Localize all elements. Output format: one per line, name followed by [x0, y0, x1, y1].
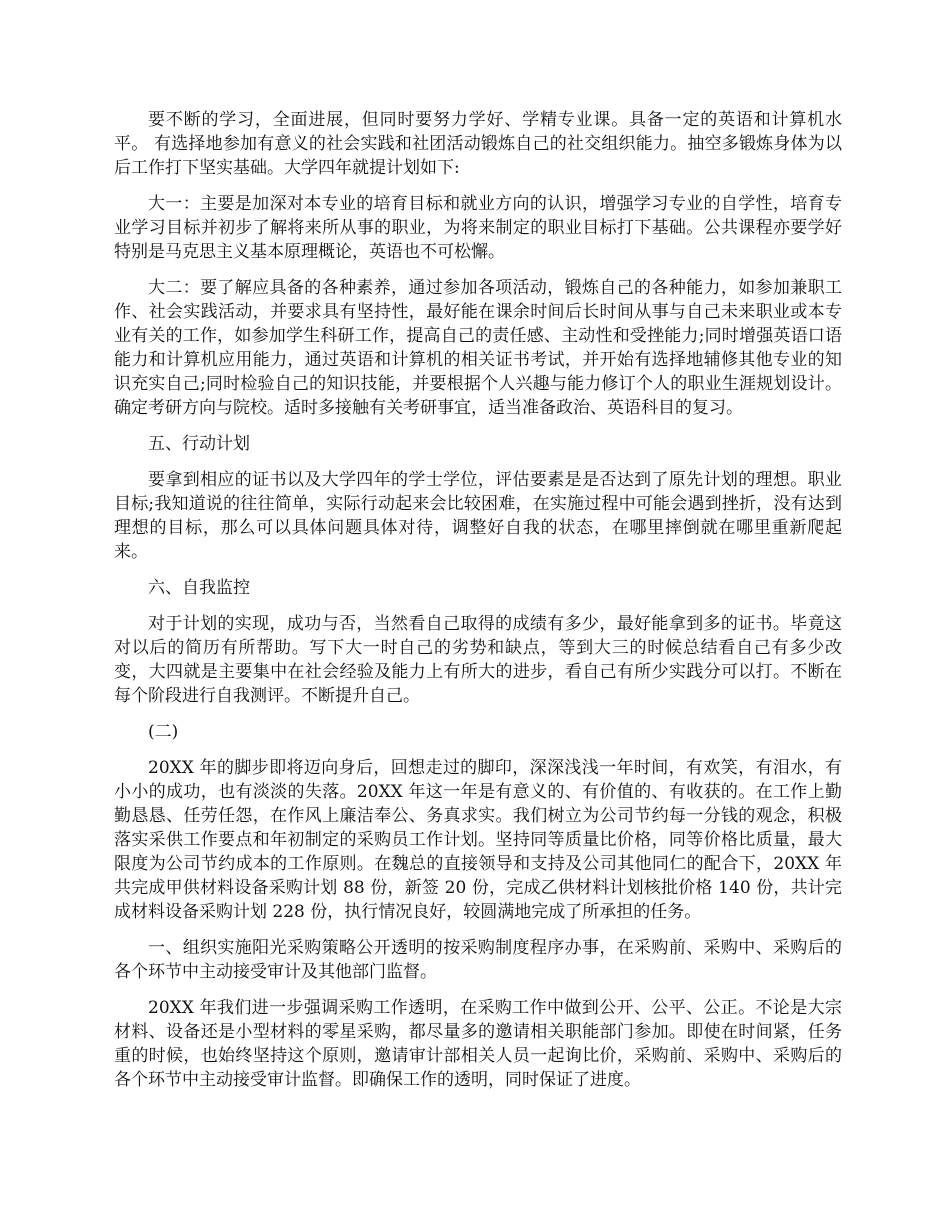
section-heading-self-monitoring: 六、自我监控: [148, 578, 250, 598]
paragraph-action-plan: 要拿到相应的证书以及大学四年的学士学位，评估要素是是否达到了原先计划的理想。职业目标;我知道说的往往简单，实际行动起来会比较困难，在实施过程中可能会遇到挫折，没有达到理想的目标，那么可以具体问题具体对待，调整好自我的状态，在哪里摔倒就在哪里重新爬起来。: [114, 470, 842, 562]
paragraph-year-one: 大一：主要是加深对本专业的培育目标和就业方向的认识，增强学习专业的自学性，培育专业学习目标并初步了解将来所从事的职业，为将来制定的职业目标打下基础。公共课程亦要学好特别是马克思主义基本原理概论，英语也不可松懈。: [114, 194, 842, 262]
section-heading-action-plan: 五、行动计划: [148, 434, 250, 454]
paragraph-study-intro: 要不断的学习，全面进展，但同时要努力学好、学精专业课。具备一定的英语和计算机水平。 有选择地参加有意义的社会实践和社团活动锻炼自己的社交组织能力。抽空多锻炼身体为以后工作打下坚实基础。大学四年就提计划如下:: [114, 110, 842, 178]
paragraph-year-two: 大二：要了解应具备的各种素养，通过参加各项活动，锻炼自己的各种能力，如参加兼职工作、社会实践活动，并要求具有坚持性，最好能在课余时间后长时间从事与自己未来职业或本专业有关的工作，如参加学生科研工作，提高自己的责任感、主动性和受挫能力;同时增强英语口语能力和计算机应用能力，通过英语和计算机的相关证书考试，并开始有选择地辅修其他专业的知识充实自己;同时检验自己的知识技能，并要根据个人兴趣与能力修订个人的职业生涯规划设计。确定考研方向与院校。适时多接触有关考研事宜，适当准备政治、英语科目的复习。: [114, 278, 842, 418]
paragraph-annual-summary: 20XX 年的脚步即将迈向身后，回想走过的脚印，深深浅浅一年时间，有欢笑，有泪水，有小小的成功，也有淡淡的失落。20XX 年这一年是有意义的、有价值的、有收获的。在工作上勤勤恳恳、任劳任怨，在作风上廉洁奉公、务真求实。我们树立为公司节约每一分钱的观念，积极落实采供工作要点和年初制定的采购员工作计划。坚持同等质量比价格，同等价格比质量，最大限度为公司节约成本的工作原则。在魏总的直接领导和支持及公司其他同仁的配合下，20XX 年共完成甲供材料设备采购计划 88 份，新签 20 份，完成乙供材料计划核批价格 140 份，共计完成材料设备采购计划 228 份，执行情况良好，较圆满地完成了所承担的任务。: [114, 758, 842, 922]
paragraph-procurement-transparency: 20XX 年我们进一步强调采购工作透明，在采购工作中做到公开、公平、公正。不论是大宗材料、设备还是小型材料的零星采购，都尽量多的邀请相关职能部门参加。即使在时间紧，任务重的时候，也始终坚持这个原则，邀请审计部相关人员一起询比价，采购前、采购中、采购后的各个环节中主动接受审计监督。即确保工作的透明，同时保证了进度。: [114, 998, 842, 1090]
paragraph-sunshine-procurement: 一、组织实施阳光采购策略公开透明的按采购制度程序办事，在采购前、采购中、采购后的各个环节中主动接受审计及其他部门监督。: [114, 938, 842, 982]
section-heading-part-two: (二): [148, 722, 179, 742]
document-page: [114, 108, 842, 1104]
paragraph-self-monitoring: 对于计划的实现，成功与否，当然看自己取得的成绩有多少，最好能拿到多的证书。毕竟这对以后的简历有所帮助。写下大一时自己的劣势和缺点，等到大三的时候总结看自己有多少改变，大四就是主要集中在社会经验及能力上有所大的进步，看自己有所少实践分可以打。不断在每个阶段进行自我测评。不断提升自己。: [114, 614, 842, 706]
